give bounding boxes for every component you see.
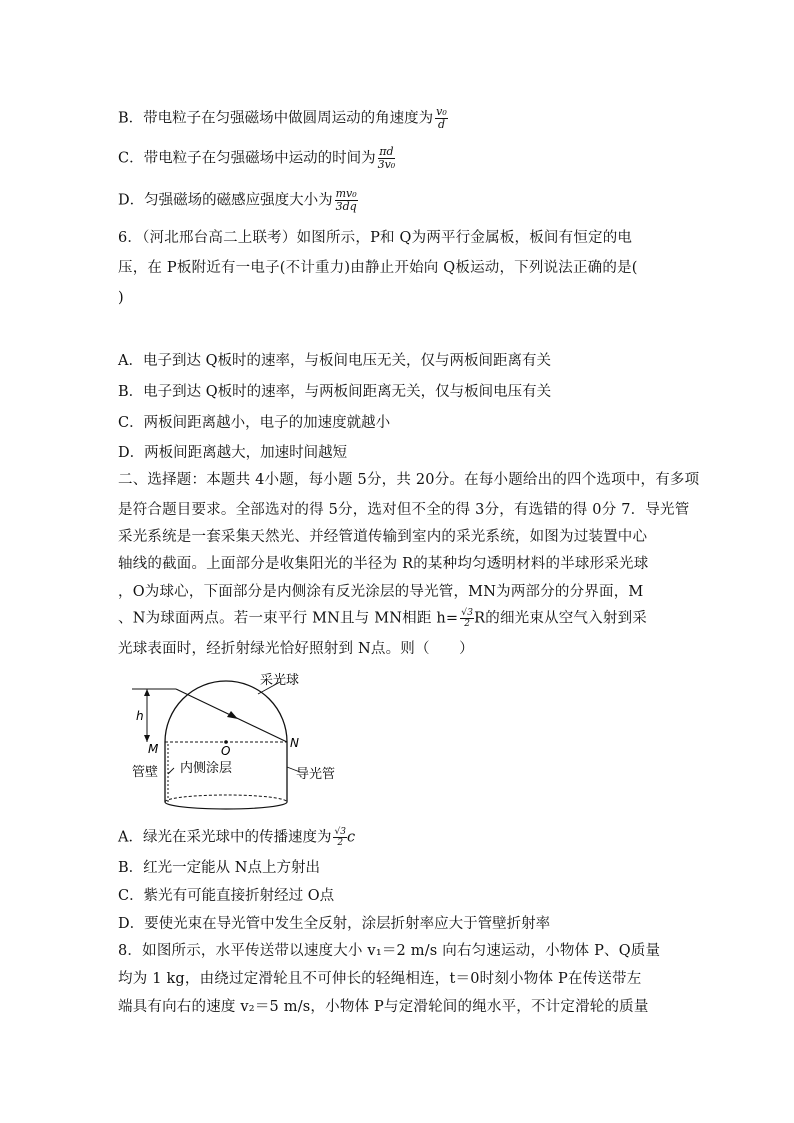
label-n: N [290, 736, 299, 750]
tube-bottom-front [165, 802, 287, 809]
q5-option-d-text: D．匀强磁场的磁感应强度大小为 [118, 192, 333, 209]
q6-stem-line-3: ) [118, 290, 124, 306]
section2-line-6-end: R的细光束从空气入射到采 [474, 610, 647, 627]
q5-option-b-text: B．带电粒子在匀强磁场中做圆周运动的角速度为 [118, 110, 434, 127]
q6-option-a: A．电子到达 Q板时的速率，与板间电压无关，仅与两板间距离有关 [118, 353, 551, 369]
q6-option-b: B．电子到达 Q板时的速率，与两板间距离无关，仅与板间电压有关 [118, 384, 552, 400]
ray-arrow-icon [227, 711, 238, 719]
section2-line-6-start: 、N为球面两点。若一束平行 MN且与 MN相距 h= [118, 610, 459, 627]
coating-label-leader [168, 768, 174, 774]
fraction-denominator: d [437, 118, 445, 131]
q8-stem-line-1: 8．如图所示，水平传送带以速度大小 v₁＝2 m/s 向右匀速运动，小物体 P、Q质量 [118, 943, 661, 959]
fraction-numerator: πd [379, 145, 394, 158]
q5-option-c-text: C．带电粒子在匀强磁场中运动的时间为 [118, 150, 376, 167]
section2-line-6 [118, 608, 678, 629]
fraction-denominator: 3v₀ [377, 158, 396, 171]
fraction-denominator: 3dq [335, 200, 357, 213]
q5-option-c [118, 146, 678, 171]
light-pipe-figure [132, 672, 372, 822]
q7-option-b: B．红光一定能从 N点上方射出 [118, 860, 320, 876]
q7-option-c: C．紫光有可能直接折射经过 O点 [118, 888, 335, 904]
section2-line-4: 轴线的截面。上面部分是收集阳光的半径为 R的某种均匀透明材料的半球形采光球 [118, 556, 649, 572]
q6-stem-line-2: 压，在 P板附近有一电子(不计重力)由静止开始向 Q板运动，下列说法正确的是( [118, 260, 638, 276]
fraction-numerator: mv₀ [335, 187, 357, 200]
q7-option-a-text: A．绿光在采光球中的传播速度为 [118, 829, 332, 846]
h-fraction [460, 608, 474, 629]
section2-line-1: 二、选择题：本题共 4小题，每小题 5分，共 20分。在每小题给出的四个选项中，有多项 [118, 472, 700, 488]
fraction-numerator: v₀ [436, 105, 447, 118]
q5-option-c-fraction [378, 146, 396, 171]
fraction-numerator: √3 [334, 827, 346, 837]
fraction-denominator: 2 [337, 838, 344, 848]
q8-stem-line-3: 端具有向右的速度 v₂＝5 m/s，小物体 P与定滑轮间的绳水平，不计定滑轮的质量 [118, 999, 649, 1015]
label-sphere: 采光球 [260, 673, 300, 688]
q5-option-d-fraction [335, 188, 358, 213]
fraction-denominator: 2 [464, 619, 471, 629]
section2-line-7: 光球表面时，经折射绿光恰好照射到 N点。则（ ） [118, 641, 474, 657]
tube-bottom-back [165, 795, 287, 802]
q7-option-a [118, 827, 678, 848]
label-coating: 内侧涂层 [180, 761, 233, 776]
section2-line-3: 采光系统是一套采集天然光、并经管道传输到室内的采光系统，如图为过装置中心 [118, 529, 648, 545]
label-wall: 管壁 [132, 765, 159, 780]
label-h: h [136, 709, 144, 723]
q8-stem-line-2: 均为 1 kg，由绕过定滑轮且不可伸长的轻绳相连，t＝0时刻小物体 P在传送带左 [118, 971, 642, 987]
label-m: M [148, 742, 159, 756]
q6-option-d: D．两板间距离越大，加速时间越短 [118, 445, 348, 461]
q6-option-c: C．两板间距离越小，电子的加速度就越小 [118, 415, 391, 431]
q7-option-a-suffix: c [346, 829, 356, 846]
q7-option-d: D．要使光束在导光管中发生全反射，涂层折射率应大于管壁折射率 [118, 916, 551, 932]
q5-option-b-fraction [435, 106, 448, 131]
section2-line-2: 是符合题目要求。全部选对的得 5分，选对但不全的得 3分，有选错的得 0分 7．导光管 [118, 502, 690, 518]
q6-stem-line-1: 6．（河北邢台高二上联考）如图所示，P和 Q为两平行金属板，板间有恒定的电 [118, 230, 633, 246]
q7-option-a-fraction [333, 827, 346, 848]
h-arrow-down-icon [144, 735, 150, 742]
section2-line-5: ，O为球心，下面部分是内侧涂有反光涂层的导光管，MN为两部分的分界面，M [118, 584, 644, 600]
q5-option-d [118, 188, 678, 213]
label-tube: 导光管 [296, 767, 336, 782]
label-o: O [221, 744, 231, 758]
q5-option-b [118, 106, 678, 131]
h-arrow-up-icon [144, 689, 150, 696]
fraction-numerator: √3 [461, 608, 474, 618]
